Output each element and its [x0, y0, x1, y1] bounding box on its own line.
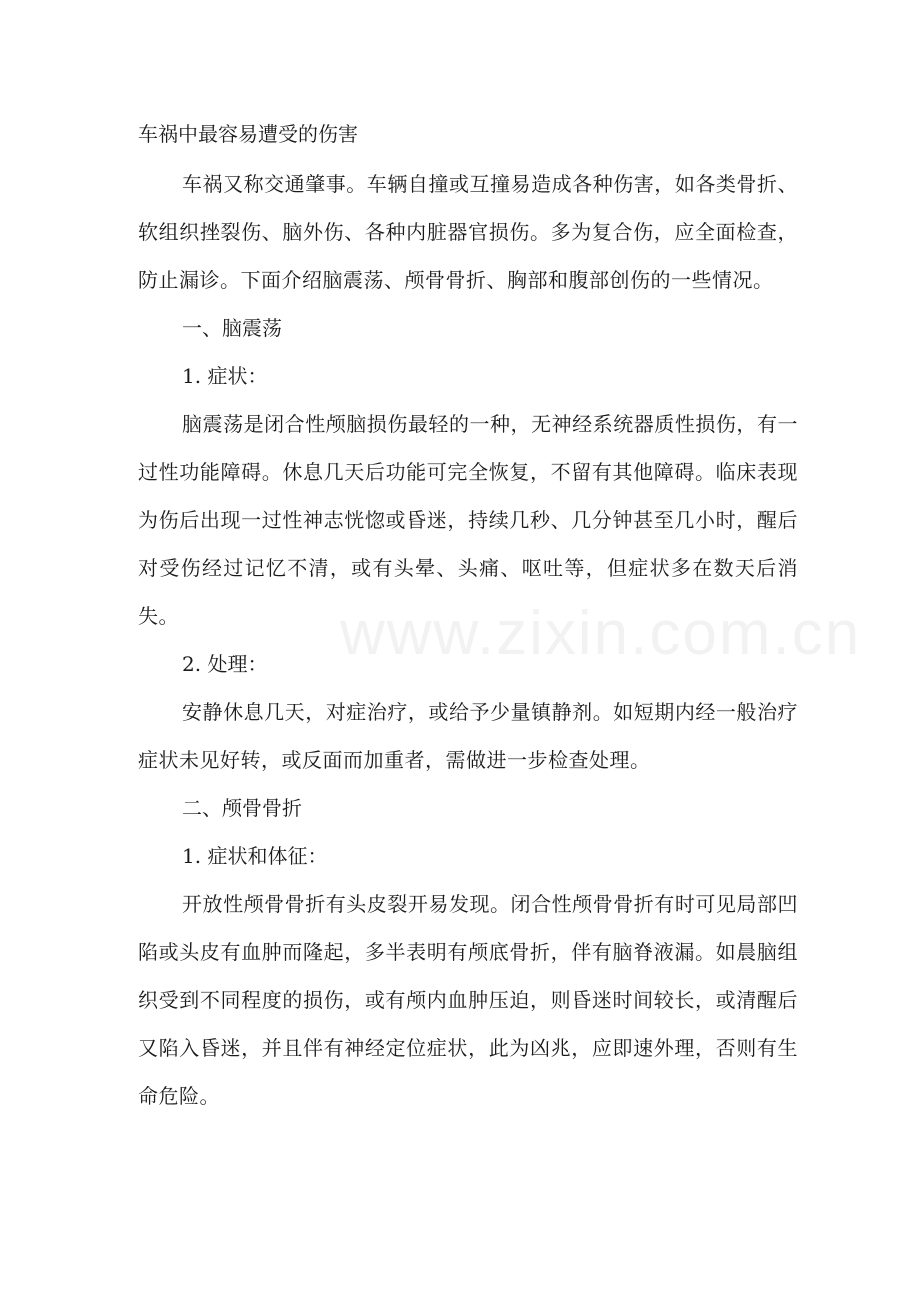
intro-paragraph: 车祸又称交通肇事。车辆自撞或互撞易造成各种伤害，如各类骨折、软组织挫裂伤、脑外伤、各种内脏器官损伤。多为复合伤，应全面检查，防止漏诊。下面介绍脑震荡、颅骨骨折、胸部和腹部创伤的一些情况。 [138, 172, 798, 292]
concussion-symptoms-paragraph: 脑震荡是闭合性颅脑损伤最轻的一种，无神经系统器质性损伤，有一过性功能障碍。休息几天后功能可完全恢复，不留有其他障碍。临床表现为伤后出现一过性神志恍惚或昏迷，持续几秒、几分钟甚至几小时，醒后对受伤经过记忆不清，或有头晕、头痛、呕吐等，但症状多在数天后消失。 [138, 412, 798, 628]
concussion-treatment-paragraph: 安静休息几天，对症治疗，或给予少量镇静剂。如短期内经一般治疗症状未见好转，或反面而加重者，需做进一步检查处理。 [138, 700, 798, 772]
document-page [138, 112, 798, 1120]
document-title: 车祸中最容易遭受的伤害 [138, 122, 358, 146]
watermark-text: www.zixin.com.cn [340, 599, 862, 668]
subheading-treatment: 2. 处理： [182, 652, 268, 676]
section-heading-concussion: 一、脑震荡 [182, 316, 282, 340]
section-heading-skull-fracture: 二、颅骨骨折 [182, 796, 302, 820]
subheading-symptoms-signs: 1. 症状和体征： [182, 844, 328, 868]
skull-fracture-paragraph: 开放性颅骨骨折有头皮裂开易发现。闭合性颅骨骨折有时可见局部凹陷或头皮有血肿而隆起，多半表明有颅底骨折，伴有脑脊液漏。如晨脑组织受到不同程度的损伤，或有颅内血肿压迫，则昏迷时间较长，或清醒后又陷入昏迷，并且伴有神经定位症状，此为凶兆，应即速外理，否则有生命危险。 [138, 892, 798, 1108]
subheading-symptoms: 1. 症状： [182, 364, 268, 388]
